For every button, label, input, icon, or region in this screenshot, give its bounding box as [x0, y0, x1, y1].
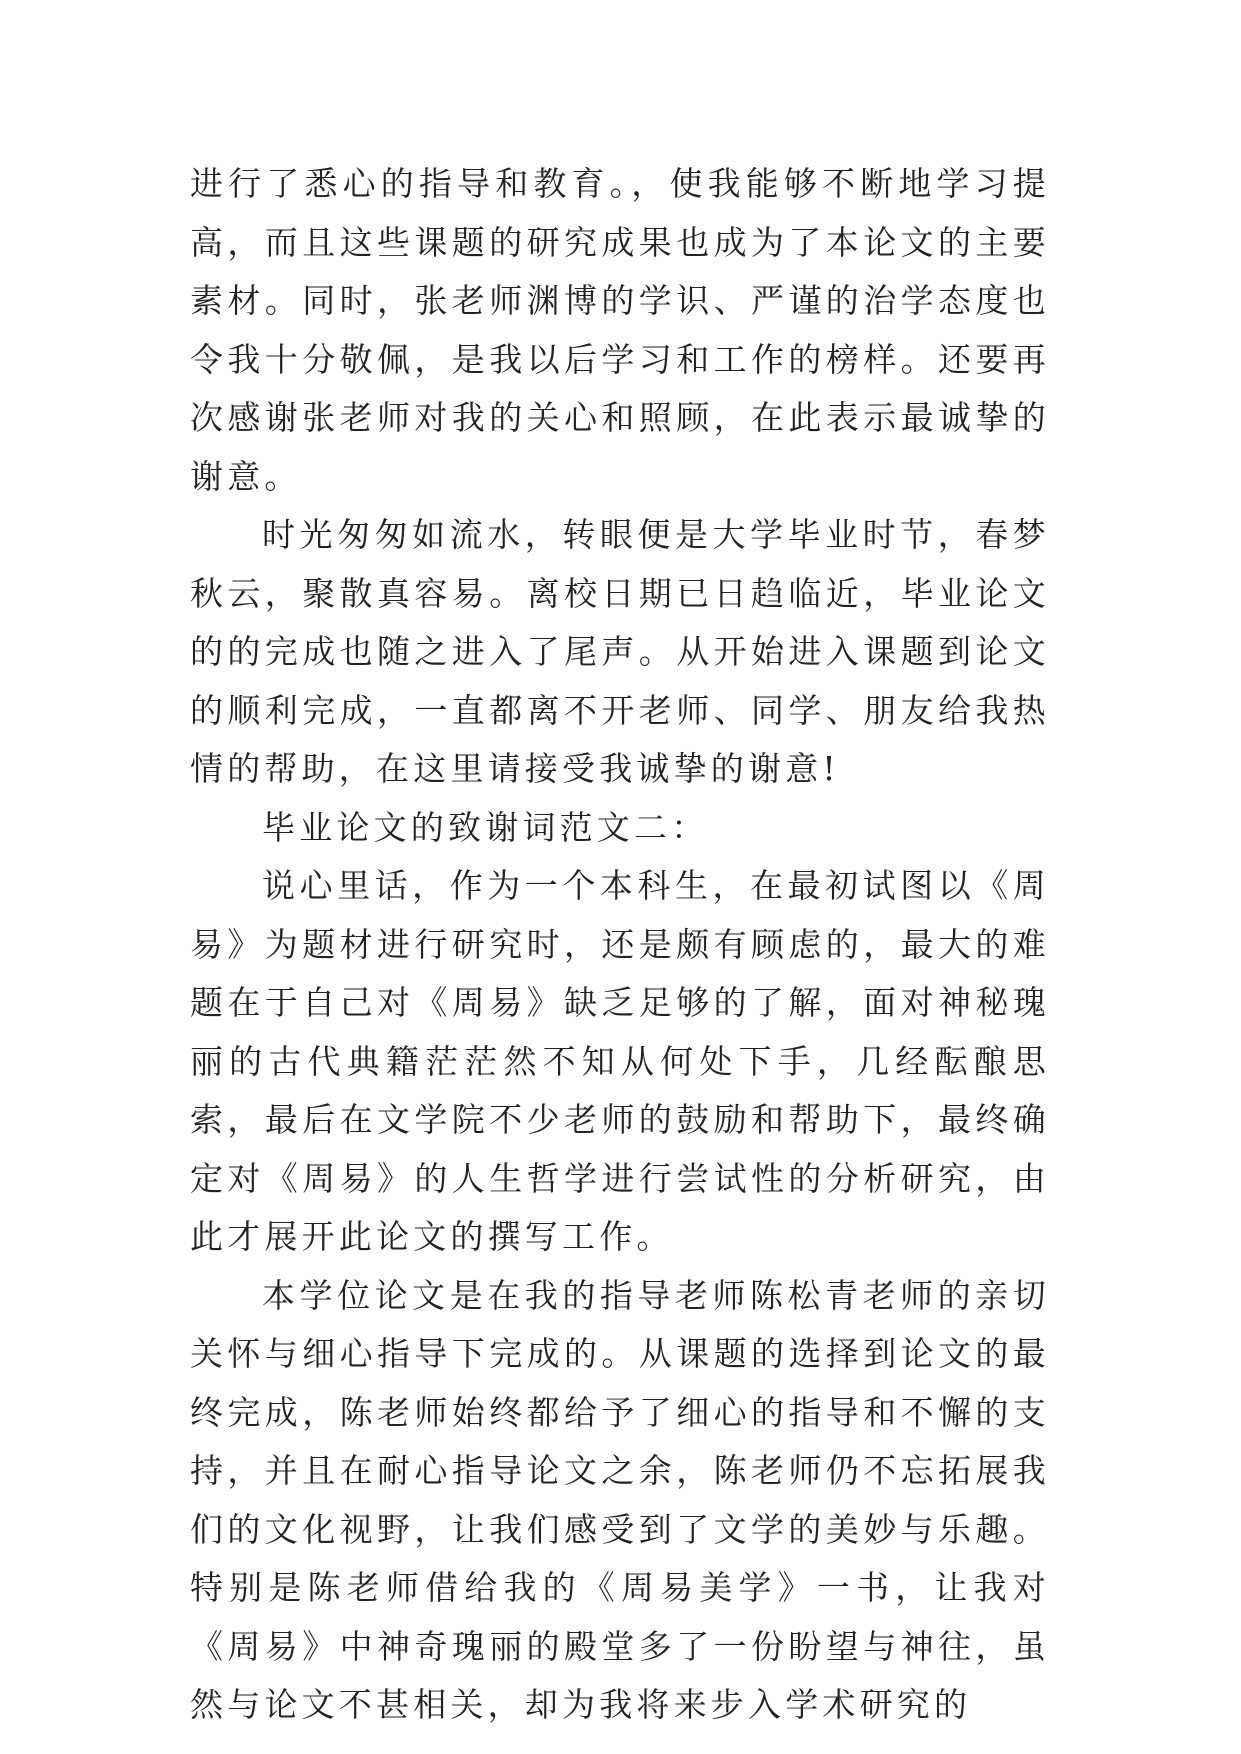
paragraph-continued-thanks: 进行了悉心的指导和教育。，使我能够不断地学习提高，而且这些课题的研究成果也成为了本论文的主要素材。同时，张老师渊博的学识、严谨的治学态度也令我十分敬佩，是我以后学习和工作的榜样。还要再次感谢张老师对我的关心和照顾，在此表示最诚挚的谢意。	[190, 164, 1050, 496]
section-heading-sample-two: 毕业论文的致谢词范文二：	[262, 807, 709, 847]
paragraph-zhouyi-research: 说心里话，作为一个本科生，在最初试图以《周易》为题材进行研究时，还是颇有顾虑的，最大的难题在于自己对《周易》缺乏足够的了解，面对神秘瑰丽的古代典籍茫茫然不知从何处下手，几经酝酿思索，最后在文学院不少老师的鼓励和帮助下，最终确定对《周易》的人生哲学进行尝试性的分析研究，由此才展开此论文的撰写工作。	[190, 866, 1050, 1256]
paragraph-graduation-time: 时光匆匆如流水，转眼便是大学毕业时节，春梦秋云，聚散真容易。离校日期已日趋临近，毕业论文的的完成也随之进入了尾声。从开始进入课题到论文的顺利完成，一直都离不开老师、同学、朋友给我热情的帮助，在这里请接受我诚挚的谢意!	[190, 515, 1050, 788]
document-body	[190, 155, 1050, 1735]
paragraph-advisor-thanks: 本学位论文是在我的指导老师陈松青老师的亲切关怀与细心指导下完成的。从课题的选择到论文的最终完成，陈老师始终都给予了细心的指导和不懈的支持，并且在耐心指导论文之余，陈老师仍不忘拓展我们的文化视野，让我们感受到了文学的美妙与乐趣。特别是陈老师借给我的《周易美学》一书，让我对《周易》中神奇瑰丽的殿堂多了一份盼望与神往，虽然与论文不甚相关，却为我将来步入学术研究的	[190, 1275, 1050, 1724]
